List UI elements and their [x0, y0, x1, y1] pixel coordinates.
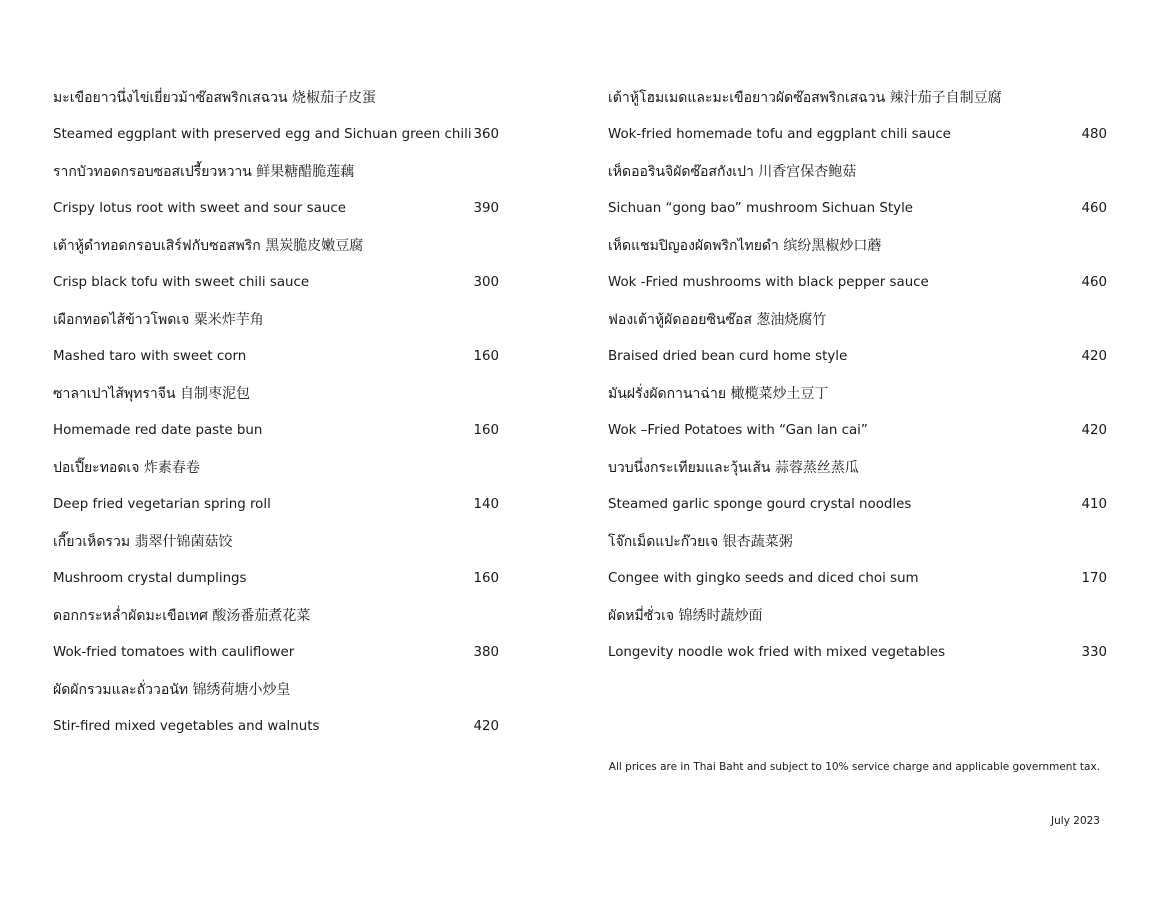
- menu-item: [53, 456, 499, 530]
- dish-english-name: Steamed garlic sponge gourd crystal noodles: [608, 497, 912, 512]
- menu-item: [608, 234, 1107, 308]
- dish-local-name: เผือกทอดไส้ข้าวโพดเจ 粟米炸芋角: [53, 312, 264, 328]
- menu-item: [608, 308, 1107, 382]
- dish-local-name: ผัดผักรวมและถั่ววอนัท 锦绣荷塘小炒皇: [53, 682, 291, 698]
- dish-price: 390: [473, 201, 499, 216]
- menu-date: July 2023: [1051, 815, 1100, 827]
- dish-price: 170: [1081, 571, 1107, 586]
- dish-english-name: Stir-fired mixed vegetables and walnuts: [53, 719, 320, 734]
- dish-english-name: Crisp black tofu with sweet chili sauce: [53, 275, 310, 290]
- dish-local-name: เกี๊ยวเห็ดรวม 翡翠什锦菌菇饺: [53, 534, 233, 550]
- dish-price: 360: [473, 127, 499, 142]
- dish-price: 380: [473, 645, 499, 660]
- dish-price: 480: [1081, 127, 1107, 142]
- dish-english-name: Longevity noodle wok fried with mixed vegetables: [608, 645, 946, 660]
- dish-local-name: เห็ดแชมปิญองผัดพริกไทยดำ 缤纷黑椒炒口蘑: [608, 238, 882, 254]
- dish-price: 420: [1081, 423, 1107, 438]
- dish-english-name: Steamed eggplant with preserved egg and Sichuan green chili: [53, 127, 472, 142]
- dish-price: 160: [473, 423, 499, 438]
- dish-price: 140: [473, 497, 499, 512]
- dish-local-name: รากบัวทอดกรอบซอสเปรี้ยวหวาน 鲜果糖醋脆莲藕: [53, 164, 355, 180]
- dish-local-name: ปอเปี๊ยะทอดเจ 炸素春卷: [53, 460, 200, 476]
- dish-english-name: Wok –Fried Potatoes with “Gan lan cai”: [608, 423, 868, 438]
- dish-english-name: Sichuan “gong bao” mushroom Sichuan Style: [608, 201, 914, 216]
- menu-item: [53, 530, 499, 604]
- dish-english-name: Mushroom crystal dumplings: [53, 571, 247, 586]
- dish-price: 300: [473, 275, 499, 290]
- dish-local-name: ดอกกระหล่ำผัดมะเขือเทศ 酸汤番茄煮花菜: [53, 608, 311, 624]
- dish-english-name: Wok -Fried mushrooms with black pepper sauce: [608, 275, 929, 290]
- dish-english-name: Deep fried vegetarian spring roll: [53, 497, 271, 512]
- dish-price: 410: [1081, 497, 1107, 512]
- dish-local-name: เต้าหู้โฮมเมดและมะเขือยาวผัดซ๊อสพริกเสฉวน 辣汁茄子自制豆腐: [608, 90, 1002, 106]
- menu-item: [608, 382, 1107, 456]
- pricing-disclaimer: All prices are in Thai Baht and subject to 10% service charge and applicable government tax.: [608, 761, 1100, 773]
- dish-price: 460: [1081, 201, 1107, 216]
- dish-english-name: Congee with gingko seeds and diced choi sum: [608, 571, 919, 586]
- dish-english-name: Wok-fried tomatoes with cauliflower: [53, 645, 295, 660]
- dish-local-name: โจ๊กเม็ดแปะก๊วยเจ 银杏蔬菜粥: [608, 534, 793, 550]
- menu-item: [608, 86, 1107, 160]
- menu-item: [53, 86, 499, 160]
- dish-price: 160: [473, 571, 499, 586]
- dish-english-name: Crispy lotus root with sweet and sour sauce: [53, 201, 346, 216]
- dish-local-name: ซาลาเปาไส้พุทราจีน 自制枣泥包: [53, 386, 250, 402]
- menu-item: [53, 308, 499, 382]
- dish-english-name: Braised dried bean curd home style: [608, 349, 848, 364]
- dish-price: 330: [1081, 645, 1107, 660]
- dish-price: 460: [1081, 275, 1107, 290]
- dish-local-name: ฟองเต้าหู้ผัดออยซินซ๊อส 葱油烧腐竹: [608, 312, 827, 328]
- menu-item: [53, 160, 499, 234]
- menu-item: [608, 604, 1107, 678]
- menu-column-left: [53, 86, 499, 752]
- menu-item: [53, 382, 499, 456]
- dish-english-name: Homemade red date paste bun: [53, 423, 263, 438]
- menu-item: [608, 456, 1107, 530]
- dish-local-name: มะเขือยาวนึ่งไข่เยี่ยวม้าซ๊อสพริกเสฉวน 烧椒茄子皮蛋: [53, 90, 377, 106]
- dish-english-name: Wok-fried homemade tofu and eggplant chili sauce: [608, 127, 951, 142]
- menu-item: [53, 678, 499, 752]
- dish-price: 420: [1081, 349, 1107, 364]
- dish-local-name: ผัดหมี่ซั่วเจ 锦绣时蔬炒面: [608, 608, 763, 624]
- menu-item: [53, 604, 499, 678]
- menu-column-right: [608, 86, 1107, 678]
- dish-english-name: Mashed taro with sweet corn: [53, 349, 247, 364]
- menu-item: [608, 160, 1107, 234]
- dish-local-name: บวบนึ่งกระเทียมและวุ้นเส้น 蒜蓉蒸丝蒸瓜: [608, 460, 859, 476]
- menu-item: [608, 530, 1107, 604]
- dish-local-name: เห็ดออรินจิผัดซ๊อสกังเปา 川香宫保杏鲍菇: [608, 164, 857, 180]
- dish-local-name: เต้าหู้ดำทอดกรอบเสิร์ฟกับซอสพริก 黑炭脆皮嫩豆腐: [53, 238, 364, 254]
- dish-local-name: มันฝรั่งผัดกานาฉ่าย 橄榄菜炒土豆丁: [608, 386, 829, 402]
- menu-item: [53, 234, 499, 308]
- dish-price: 420: [473, 719, 499, 734]
- dish-price: 160: [473, 349, 499, 364]
